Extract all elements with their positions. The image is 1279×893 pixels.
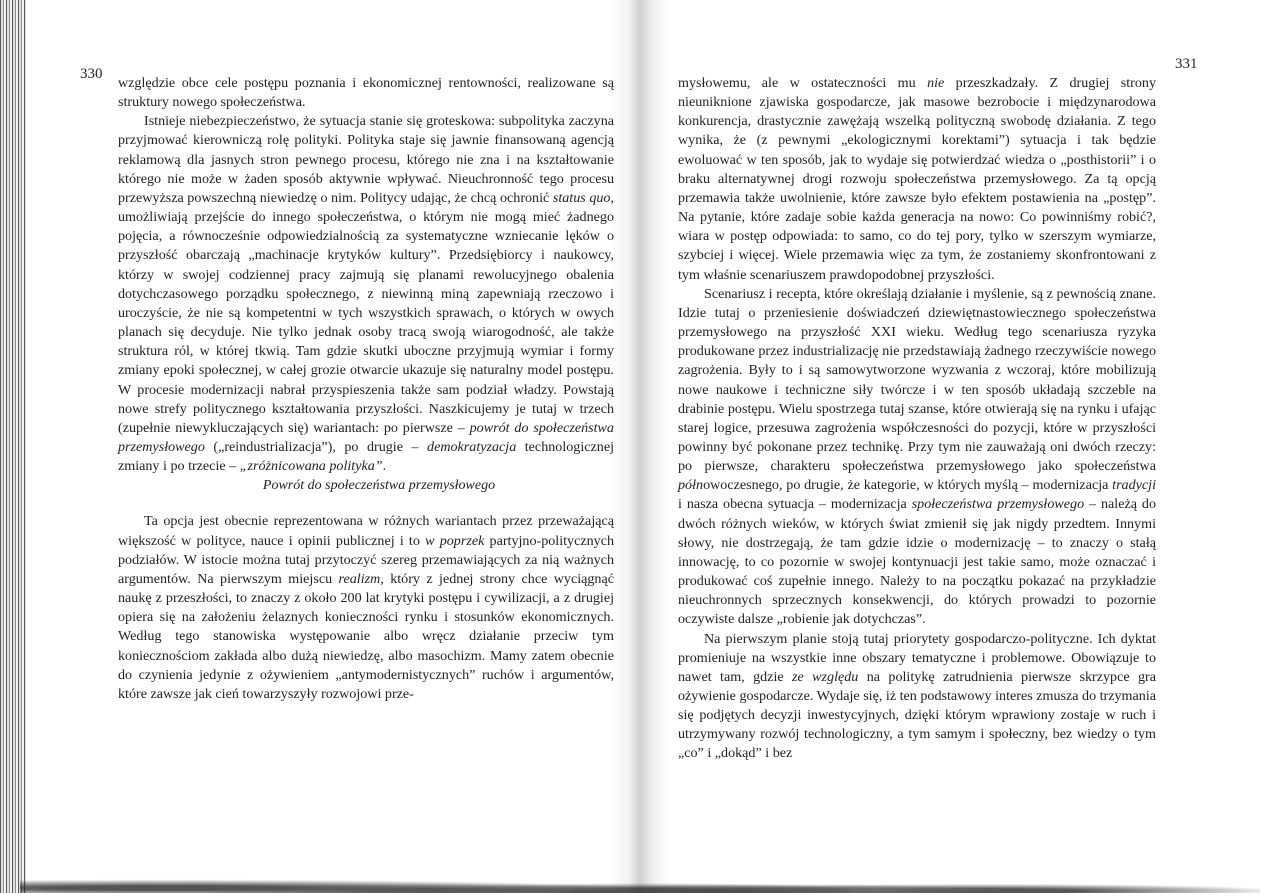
paragraph: Scenariusz i recepta, które określają działanie i myślenie, są z pewnością znane. Idzie tutaj o przeniesienie doświadczeń dziewiętnastowiecznego społeczeństwa przemysłowego na przyszłość XXI wieku. Według tego scenariusza ryzyka produkowane przez industrializację nie przedstawiają żadnego rzeczywiście nowego zagrożenia. Były to i są samowytworzone wyzwania z wczoraj, które mobilizują nowe naukowe i techniczne siły twórcze i w ten sposób układają szczeble na drabinie postępu. Wielu spostrzega tutaj szanse, które otwierają się na rynku i ufając starej logice, przesuwa zagrożenia współczesności do pozycji, które w przyszłości powinny być pokonane przez technikę. Przy tym nie zauważają oni dwóch rzeczy: po pierwsze, charakteru społeczeństwa przemysłowego jako społeczeństwa półnowoczesnego, po drugie, że kategorie, w których myślą – modernizacja tradycji i nasza obecna sytuacja – modernizacja społeczeństwa przemysłowego – należą do dwóch różnych wieków, w których świat zmienił się jak nigdy przedtem. Innymi słowy, nie dostrzegają, że tam gdzie idzie o modernizację – to znaczy o stałą innowację, to co pozornie w swojej kontynuacji jest takie samo, może oznaczać i produkować coś zupełnie innego. Należy to na początku pokazać na przykładzie nieuchronnych sprzecznych konsekwencji, do których prowadzi to pozornie oczywiste dalsze „robienie jak dotychczas”. [678,285,1156,628]
right-page [678,74,1156,764]
page-number-left: 330 [80,66,103,82]
pen-mark [118,495,614,509]
page-number-right: 331 [1175,56,1198,72]
section-heading: Powrót do społeczeństwa przemysłowego [262,478,496,494]
paragraph: Istnieje niebezpieczeństwo, że sytuacja stanie się groteskowa: subpolityka zaczyna przyjmować kierowniczą rolę polityki. Polityka staje się jawnie finansowaną agencją reklamową dla jasnych stron pewnego procesu, którego nie zna i na kształtowanie którego nie może w żaden sposób aktywnie wpływać. Nieuchronność tego procesu przewyższa powszechną niewiedzę o nim. Politycy udając, że chcą ochronić status quo, umożliwiają przejście do innego społeczeństwa, o którym nie mogą mieć żadnego pojęcia, a równocześnie odpowiedzialnością za systematyczne wzniecanie lęków o przyszłość obarczają „machinacje krytyków kultury”. Przedsiębiorcy i naukowcy, którzy w swojej codziennej pracy zajmują się planami rewolucyjnego obalenia dotychczasowego porządku społecznego, z niewinną miną zapewniają rzeczowo i uroczyście, że nie są kompetentni w tych wszystkich sprawach, o których w owych planach się decyduje. Nie tylko jednak osoby tracą swoją wiarogodność, ale także struktura ról, w której tkwią. Tam gdzie skutki uboczne przyjmują wymiar i formy zmiany epoki społecznej, w całej grozie otwarcie ukazuje się naturalny model postępu. W procesie modernizacji nabrał przyspieszenia także sam podział władzy. Powstają nowe strefy politycznego kształtowania przyszłości. Naszkicujemy je tutaj w trzech (zupełnie niewykluczających się) wariantach: po pierwsze – powrót do społeczeństwa przemysłowego („reindustrializacja”), po drugie – demokratyzacja technologicznej zmiany i po trzecie – „zróżnicowana polityka”. [118,113,614,475]
paragraph: względzie obce cele postępu poznania i ekonomicznej rentowności, realizowane są struktury nowego społeczeństwa. [118,75,614,111]
book-gutter [612,0,668,893]
paragraph: Ta opcja jest obecnie reprezentowana w różnych wariantach przez przeważającą większość w polityce, nauce i opinii publicznej i to w poprzek partyjno-politycznych podziałów. W istocie można tutaj przytoczyć szereg przemawiających za nią ważnych argumentów. Na pierwszym miejscu realizm, który z jednej strony chce wyciągnąć naukę z przeszłości, to znaczy z około 200 lat krytyki postępu i cywilizacji, a z drugiej opiera się na założeniu żelaznych konieczności rynku i stosunków ekonomicznych. Według tego stanowiska występowanie albo wręcz działanie przeciw tym koniecznościom zakłada albo dużą niewiedzę, albo masochizm. Mamy zatem obecnie do czynienia jedynie z ożywieniem „antymodernistycznych” ruchów i argumentów, które zawsze jak cień towarzyszyły rozwojowi prze- [118,513,615,702]
left-page [118,74,614,704]
paragraph: Na pierwszym planie stoją tutaj priorytety gospodarczo-polityczne. Ich dyktat promieniuje na wszystkie inne obszary tematyczne i problemowe. Obowiązuje to nawet tam, gdzie ze względu na politykę zatrudnienia pierwsze skrzypce gra ożywienie gospodarcze. Wydaje się, iż ten podstawowy interes zmusza do trzymania się podjętych decyzji inwestycyjnych, dzięki którym wprawiony zostaje w ruch i utrzymywany rozwój technologiczny, a tym samym i społeczny, bez wiedzy o tym „co” i „dokąd” i bez [678,630,1156,762]
paragraph: mysłowemu, ale w ostateczności mu nie przeszkadzały. Z drugiej strony nieuniknione zjawiska gospodarcze, jak masowe bezrobocie i międzynarodowa konkurencja, drastycznie zawężają wszelką polityczną swobodę działania. Z tego wynika, że (z pewnymi „ekologicznymi korektami”) sytuacja i tak będzie ewoluować w ten sposób, jak to wydaje się potwierdzać wiedza o „posthistorii” i o braku alternatywnej drogi rozwoju społeczeństwa przemysłowego. Za tą opcją przemawia także uwolnienie, które zawsze było efektem postawienia na „postęp”. Na pytanie, które zadaje sobie każda generacja na nowo: Co powinniśmy robić?, wiara w postęp odpowiada: to samo, co do tej pory, tylko w szerszym wymiarze, szybciej i więcej. Wiele przemawia więc za tym, że zostaniemy skonfrontowani z tym właśnie scenariuszem prawdopodobnej przyszłości. [678,75,1157,283]
page-edge-stack [0,0,26,893]
scan-shadow [20,868,1260,893]
